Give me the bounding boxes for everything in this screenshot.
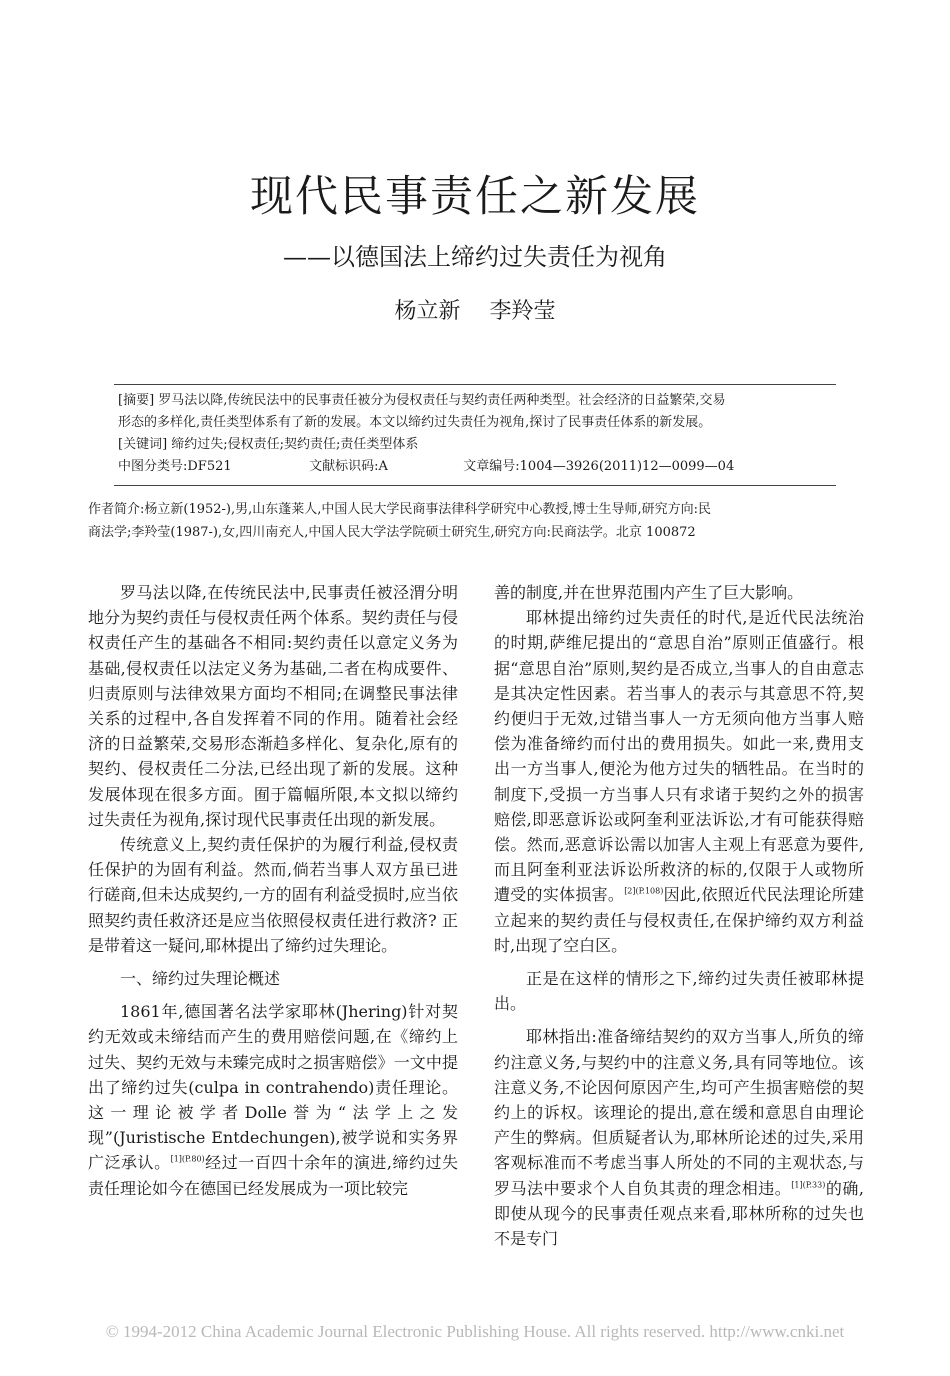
text-run: 耶林提出缔约过失责任的时代,是近代民法统治的时期,萨维尼提出的“意思自治”原则正值盛行。根据“意思自治”原则,契约是否成立,当事人的自由意志是其决定性因素。若当事人的表示与其意思不符,契约便归于无效,过错当事人一方无须向他方当事人赔偿为准备缔约而付出的费用损失。如此一来,费用支出一方当事人,便沦为他方过失的牺牲品。在当时的制度下,受损一方当事人只有求诸于契约之外的损害赔偿,即恶意诉讼或阿奎利亚法诉讼,才有可能获得赔偿。然而,恶意诉讼需以加害人主观上有恶意为要件,而且阿奎利亚法诉讼所救济的标的,仅限于人或物所遭受的实体损害。 [494,608,864,905]
paragraph: 罗马法以降,在传统民法中,民事责任被泾渭分明地分为契约责任与侵权责任两个体系。契约责任与侵权责任产生的基础各不相同:契约责任以意定义务为基础,侵权责任以法定义务为基础,二者在构成要件、归责原则与法律效果方面均不相同;在调整民事法律关系的过程中,各自发挥着不同的作用。随着社会经济的日益繁荣,交易形态渐趋多样化、复杂化,原有的契约、侵权责任二分法,已经出现了新的发展。这种发展体现在很多方面。囿于篇幅所限,本文拟以缔约过失责任为视角,探讨现代民事责任出现的新发展。 [88,583,458,829]
paragraph-continuation: 善的制度,并在世界范围内产生了巨大影响。 [494,583,804,602]
author-note [88,498,868,544]
doc-code: 文献标识码:A [309,459,388,474]
top-rule [114,384,836,385]
paragraph [494,1024,864,1251]
paragraph [494,605,864,958]
abstract-block [118,390,834,478]
clc-code: 中图分类号:DF521 [118,459,232,474]
abstract-text-2: 形态的多样化,责任类型体系有了新的发展。本文以缔约过失责任为视角,探讨了民事责任体系的新发展。 [118,415,712,430]
keywords-label: [关键词] [118,437,168,452]
right-column [494,580,864,1251]
paragraph: 传统意义上,契约责任保护的为履行利益,侵权责任保护的为固有利益。然而,倘若当事人双方虽已进行磋商,但未达成契约,一方的固有利益受损时,应当依照契约责任救济还是应当依照侵权责任进行救济? 正是带着这一疑问,耶林提出了缔约过失理论。 [88,835,458,955]
text-run: 的确,即使从现今的民事责任观点来看,耶林所称的过失也不是专门 [494,1178,864,1249]
article-title: 现代民事责任之新发展 [250,172,700,222]
citation-ref: [1](P.80) [170,1155,205,1165]
text-run: 因此,依照近代民法理论所建立起来的契约责任与侵权责任,在保护缔约双方利益时,出现了空白区。 [494,885,864,955]
paragraph [88,999,458,1201]
classification-line [118,456,834,478]
left-column [88,580,458,1201]
author-note-line-2: 商法学;李羚莹(1987-),女,四川南充人,中国人民大学法学院硕士研究生,研究方向:民商法学。北京 100872 [88,525,696,540]
citation-ref: [1](P.33) [791,1180,826,1190]
keywords-line [118,434,834,456]
text-run: 1861年,德国著名法学家耶林(Jhering)针对契约无效或未缔结而产生的费用赔偿问题,在《缔约上过失、契约无效与未臻完成时之损害赔偿》一文中提出了缔约过失(culpa in contrahendo)责任理论。这一理论被学者Dolle誉为“法学上之发现”(Juristische Entdechungen),被学说和实务界广泛承认。 [88,1002,458,1173]
copyright-footer: © 1994-2012 China Academic Journal Electronic Publishing House. All rights reserved. http://www.cnki.net [105,1322,845,1341]
abstract-label: [摘要] [118,393,155,408]
text-run: 耶林指出:准备缔结契约的双方当事人,所负的缔约注意义务,与契约中的注意义务,具有同等地位。该注意义务,不论因何原因产生,均可产生损害赔偿的契约上的诉权。该理论的提出,意在缓和意思自由理论产生的弊病。但质疑者认为,耶林所论述的过失,采用客观标准而不考虑当事人所处的不同的主观状态,与罗马法中要求个人自负其责的理念相违。 [494,1027,864,1198]
article-subtitle: ——以德国法上缔约过失责任为视角 [283,243,667,271]
section-heading: 一、缔约过失理论概述 [120,969,281,989]
abstract-text-1: 罗马法以降,传统民法中的民事责任被分为侵权责任与契约责任两种类型。社会经济的日益繁荣,交易 [158,393,726,408]
bottom-rule [114,485,836,486]
citation-ref: [2](P.108) [624,887,664,897]
text-run: 经过一百四十余年的演进,缔约过失责任理论如今在德国已经发展成为一项比较完 [88,1153,458,1198]
keywords-text: 缔约过失;侵权责任;契约责任;责任类型体系 [171,437,419,452]
author-names: 杨立新 李羚莹 [394,299,556,324]
author-note-line-1: 作者简介:杨立新(1952-),男,山东蓬莱人,中国人民大学民商事法律科学研究中心教授,博士生导师,研究方向:民 [88,502,712,517]
article-number: 文章编号:1004—3926(2011)12—0099—04 [463,459,735,474]
paragraph: 正是在这样的情形之下,缔约过失责任被耶林提出。 [494,969,864,1014]
abstract-line-1 [118,390,834,412]
